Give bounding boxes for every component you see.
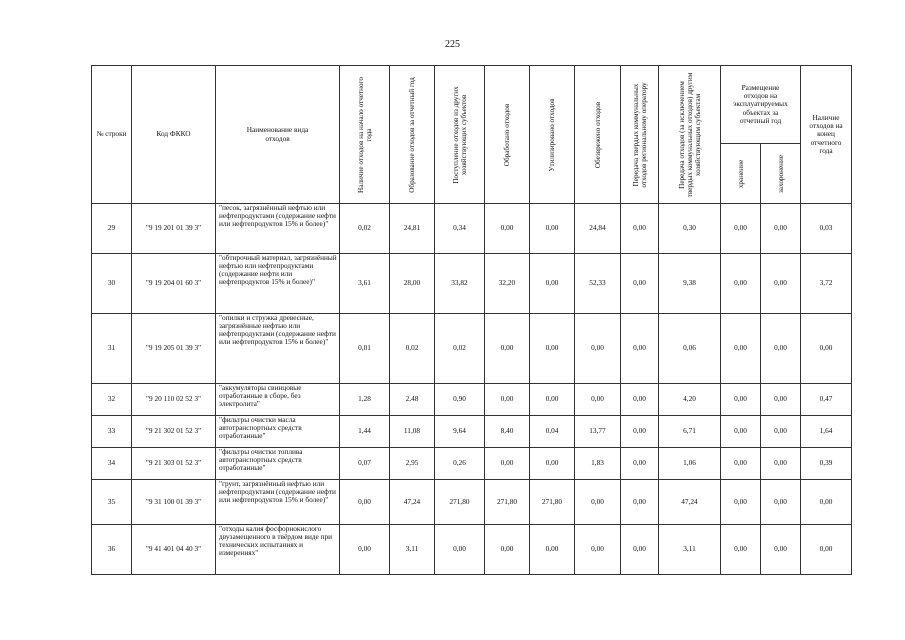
header-placement-group-text: Размещение отходов на эксплуатируемых объектах за отчетный год [733,83,788,125]
header-burial-text: захоронение [776,154,785,193]
value-cell: 0,00 [721,525,761,575]
header-waste-name [216,66,340,204]
table-row [92,448,852,480]
value-cell: 0,02 [340,204,390,254]
value-cell: 0,00 [621,254,659,314]
value-cell: 0,00 [721,384,761,416]
value-cell: 0,00 [761,384,801,416]
value-cell: 0,30 [659,204,721,254]
row-number-cell: 34 [92,448,132,480]
value-cell: 0,00 [761,480,801,525]
header-received-text: Поступление отходов из других хозяйствующих субъектов [451,85,468,184]
value-cell: 0,00 [530,384,575,416]
header-fkko-code: Код ФККО [132,66,216,204]
value-cell: 0,00 [485,314,530,384]
value-cell: 0,00 [530,254,575,314]
value-cell: 0,00 [530,525,575,575]
fkko-code-cell: "9 41 401 04 40 3" [132,525,216,575]
value-cell: 0,00 [761,204,801,254]
value-cell: 0,00 [485,525,530,575]
waste-name-cell: "фильтры очистки топлива автотранспортных средств отработанные" [216,448,340,480]
header-processed-text: Обработано отходов [503,103,511,166]
fkko-code-cell: "9 20 110 02 52 3" [132,384,216,416]
header-placement-group [721,66,801,144]
value-cell: 0,00 [485,204,530,254]
table-row [92,314,852,384]
value-cell: 0,39 [801,448,852,480]
value-cell: 0,00 [761,254,801,314]
value-cell: 0,00 [801,480,852,525]
value-cell: 0,00 [721,314,761,384]
table-row [92,525,852,575]
value-cell: 0,26 [435,448,485,480]
value-cell: 3,11 [390,525,435,575]
table-row [92,416,852,448]
value-cell: 3,61 [340,254,390,314]
table-body [92,204,852,575]
header-utilized-text: Утилизировано отходов [548,97,556,172]
value-cell: 0,00 [530,204,575,254]
value-cell: 47,24 [659,480,721,525]
header-generated [390,66,435,204]
row-number-cell: 29 [92,204,132,254]
value-cell: 0,06 [659,314,721,384]
value-cell: 0,90 [435,384,485,416]
header-generated-text: Образование отходов за отчетный год [408,76,416,193]
row-number-cell: 30 [92,254,132,314]
value-cell: 0,00 [575,384,621,416]
value-cell: 2,95 [390,448,435,480]
value-cell: 271,80 [435,480,485,525]
waste-name-cell: "отходы калия фосфорнокислого двузамещенного в твёрдом виде при технических испытаниях и измерениях" [216,525,340,575]
value-cell: 28,00 [390,254,435,314]
header-processed [485,66,530,204]
value-cell: 0,01 [340,314,390,384]
value-cell: 0,00 [621,448,659,480]
value-cell: 0,04 [530,416,575,448]
value-cell: 0,00 [761,314,801,384]
value-cell: 1,83 [575,448,621,480]
value-cell: 0,03 [801,204,852,254]
value-cell: 0,02 [435,314,485,384]
value-cell: 0,00 [530,314,575,384]
waste-name-cell: "грунт, загрязнённый нефтью или нефтепродуктами (содержание нефти или нефтепродуктов 15% и более)" [216,480,340,525]
header-start-of-year-text: Наличие отходов на начало отчетного года [356,76,373,193]
value-cell: 0,00 [340,480,390,525]
waste-name-cell: "песок, загрязнённый нефтью или нефтепродуктами (содержание нефти или нефтепродуктов 15% и более)" [216,204,340,254]
table-row [92,204,852,254]
header-end-of-year-text: Наличие отходов на конец отчетного года [809,113,843,155]
waste-report-table [91,65,852,575]
value-cell: 0,34 [435,204,485,254]
value-cell: 6,71 [659,416,721,448]
row-number-cell: 36 [92,525,132,575]
header-transfer-solid-operator-text: Передача твердых коммунальных отходов региональному оператору [631,81,648,188]
value-cell: 0,00 [801,314,852,384]
table-row [92,254,852,314]
value-cell: 0,00 [485,448,530,480]
value-cell: 0,07 [340,448,390,480]
table-row [92,480,852,525]
value-cell: 0,00 [761,416,801,448]
value-cell: 4,20 [659,384,721,416]
value-cell: 9,38 [659,254,721,314]
row-number-cell: 31 [92,314,132,384]
value-cell: 1,28 [340,384,390,416]
waste-name-cell: "аккумуляторы свинцовые отработанные в сборе, без электролита" [216,384,340,416]
header-transfer-other-text: Передача отходов (за исключением твердых коммунальных отходов) другим хозяйствующим субъектам [677,72,702,197]
value-cell: 0,00 [621,314,659,384]
header-burial [761,144,801,204]
value-cell: 0,00 [575,525,621,575]
value-cell: 0,00 [621,204,659,254]
fkko-code-cell: "9 19 205 01 39 3" [132,314,216,384]
header-transfer-other [659,66,721,204]
header-storage [721,144,761,204]
value-cell: 0,00 [435,525,485,575]
table-row [92,384,852,416]
value-cell: 0,00 [721,204,761,254]
value-cell: 0,47 [801,384,852,416]
value-cell: 0,00 [575,314,621,384]
row-number-cell: 35 [92,480,132,525]
value-cell: 9,64 [435,416,485,448]
value-cell: 33,82 [435,254,485,314]
value-cell: 271,80 [485,480,530,525]
value-cell: 0,00 [761,448,801,480]
header-waste-name-text: Наименование вида отходов [246,125,309,143]
value-cell: 0,00 [621,416,659,448]
value-cell: 0,00 [575,480,621,525]
value-cell: 8,40 [485,416,530,448]
header-storage-text: хранение [736,159,745,188]
value-cell: 11,08 [390,416,435,448]
value-cell: 3,72 [801,254,852,314]
header-transfer-solid-operator [621,66,659,204]
value-cell: 0,02 [390,314,435,384]
value-cell: 0,00 [530,448,575,480]
waste-name-cell: "фильтры очистки масла автотранспортных средств отработанные" [216,416,340,448]
header-start-of-year [340,66,390,204]
value-cell: 271,80 [530,480,575,525]
row-number-cell: 33 [92,416,132,448]
fkko-code-cell: "9 19 201 01 39 3" [132,204,216,254]
page-number: 225 [445,39,460,50]
value-cell: 0,00 [801,525,852,575]
fkko-code-cell: "9 21 302 01 52 3" [132,416,216,448]
value-cell: 0,00 [721,416,761,448]
header-utilized [530,66,575,204]
value-cell: 2,48 [390,384,435,416]
value-cell: 32,20 [485,254,530,314]
value-cell: 24,84 [575,204,621,254]
value-cell: 1,06 [659,448,721,480]
row-number-cell: 32 [92,384,132,416]
header-end-of-year [801,66,852,204]
header-received [435,66,485,204]
value-cell: 0,00 [485,384,530,416]
value-cell: 0,00 [721,448,761,480]
fkko-code-cell: "9 19 204 01 60 3" [132,254,216,314]
value-cell: 1,64 [801,416,852,448]
value-cell: 0,00 [621,384,659,416]
header-neutralized-text: Обезврежено отходов [593,101,602,168]
value-cell: 0,00 [621,525,659,575]
value-cell: 1,44 [340,416,390,448]
header-neutralized [575,66,621,204]
value-cell: 13,77 [575,416,621,448]
value-cell: 0,00 [761,525,801,575]
value-cell: 0,00 [621,480,659,525]
fkko-code-cell: "9 21 303 01 52 3" [132,448,216,480]
header-row-number: № строки [92,66,132,204]
value-cell: 24,81 [390,204,435,254]
value-cell: 3,11 [659,525,721,575]
value-cell: 52,33 [575,254,621,314]
value-cell: 0,00 [340,525,390,575]
value-cell: 0,00 [721,254,761,314]
value-cell: 0,00 [721,480,761,525]
fkko-code-cell: "9 31 100 01 39 3" [132,480,216,525]
value-cell: 47,24 [390,480,435,525]
waste-name-cell: "опилки и стружка древесные, загрязнённые нефтью или нефтепродуктами (содержание нефти или нефтепродуктов 15% и более)" [216,314,340,384]
waste-name-cell: "обтирочный материал, загрязнённый нефтью или нефтепродуктами (содержание нефти или нефтепродуктов 15% и более)" [216,254,340,314]
